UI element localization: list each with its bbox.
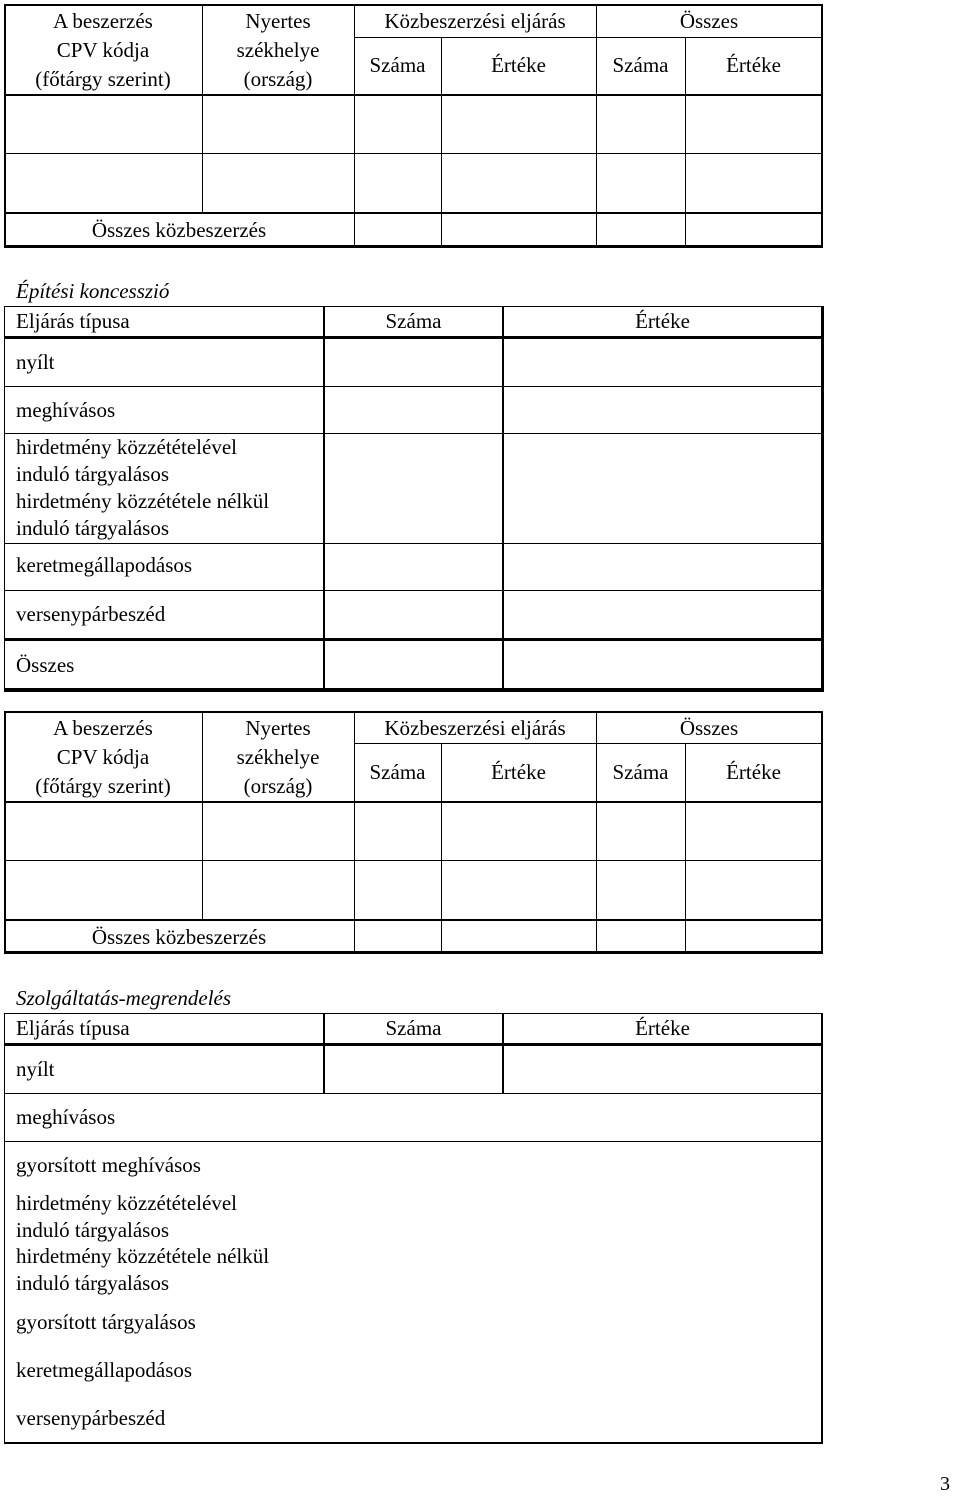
page-number: 3 — [940, 1473, 950, 1495]
row-negotiated-with-notice — [16, 434, 237, 488]
total-procurement-label: Összes közbeszerzés — [91, 218, 267, 242]
row-open: nyílt — [16, 1057, 55, 1081]
row-total: Összes — [16, 653, 75, 677]
header-seat-line3: (ország) — [243, 67, 313, 91]
row-framework: keretmegállapodásos — [16, 553, 193, 577]
header-cpv-line3: (főtárgy szerint) — [35, 774, 171, 798]
header-procedure: Közbeszerzési eljárás — [384, 716, 566, 740]
row-negotiated-without-notice-text: hirdetmény közzététele nélkül induló tárgyalásos — [16, 489, 270, 540]
row-competitive-dialogue: versenypárbeszéd — [16, 1406, 166, 1430]
row-competitive-dialogue: versenypárbeszéd — [16, 602, 166, 626]
header-procedure: Közbeszerzési eljárás — [384, 9, 566, 33]
header-cpv-line1: A beszerzés — [53, 716, 153, 740]
header-cpv-line2: CPV kódja — [56, 38, 150, 62]
header-count: Száma — [369, 53, 426, 77]
header-procedure-type: Eljárás típusa — [16, 309, 130, 333]
row-accelerated-restricted: gyorsított meghívásos — [16, 1153, 201, 1177]
section-title: Építési koncesszió — [16, 279, 170, 303]
header-procedure-type: Eljárás típusa — [16, 1016, 130, 1040]
row-negotiated-without-notice — [16, 1243, 269, 1297]
header-value: Értéke — [635, 1016, 690, 1040]
row-negotiated-without-notice — [16, 488, 269, 542]
header-count: Száma — [612, 53, 669, 77]
row-restricted: meghívásos — [16, 1105, 116, 1129]
header-seat-line1: Nyertes — [245, 9, 311, 33]
header-value: Értéke — [726, 53, 781, 77]
row-restricted: meghívásos — [16, 398, 116, 422]
header-cpv-line3: (főtárgy szerint) — [35, 67, 171, 91]
row-open: nyílt — [16, 350, 55, 374]
row-negotiated-without-notice-text: hirdetmény közzététele nélkül induló tárgyalásos — [16, 1244, 270, 1295]
row-negotiated-with-notice — [16, 1190, 237, 1244]
header-value: Értéke — [635, 309, 690, 333]
total-procurement-label: Összes közbeszerzés — [91, 925, 267, 949]
header-count: Száma — [385, 1016, 442, 1040]
row-framework: keretmegállapodásos — [16, 1358, 193, 1382]
header-seat-line1: Nyertes — [245, 716, 311, 740]
header-seat-line3: (ország) — [243, 774, 313, 798]
header-value: Értéke — [491, 53, 546, 77]
header-count: Száma — [385, 309, 442, 333]
header-value: Értéke — [726, 760, 781, 784]
row-accelerated-negotiated: gyorsított tárgyalásos — [16, 1310, 196, 1334]
header-count: Száma — [612, 760, 669, 784]
header-seat-line2: székhelye — [236, 745, 320, 769]
header-cpv-line1: A beszerzés — [53, 9, 153, 33]
header-cpv-line2: CPV kódja — [56, 745, 150, 769]
header-seat-line2: székhelye — [236, 38, 320, 62]
header-count: Száma — [369, 760, 426, 784]
row-negotiated-with-notice-text: hirdetmény közzétételével induló tárgyalásos — [16, 435, 237, 486]
section-title: Szolgáltatás-megrendelés — [16, 986, 232, 1010]
header-value: Értéke — [491, 760, 546, 784]
row-negotiated-with-notice-text: hirdetmény közzétételével induló tárgyalásos — [16, 1191, 237, 1242]
header-total: Összes — [679, 716, 739, 740]
header-total: Összes — [679, 9, 739, 33]
